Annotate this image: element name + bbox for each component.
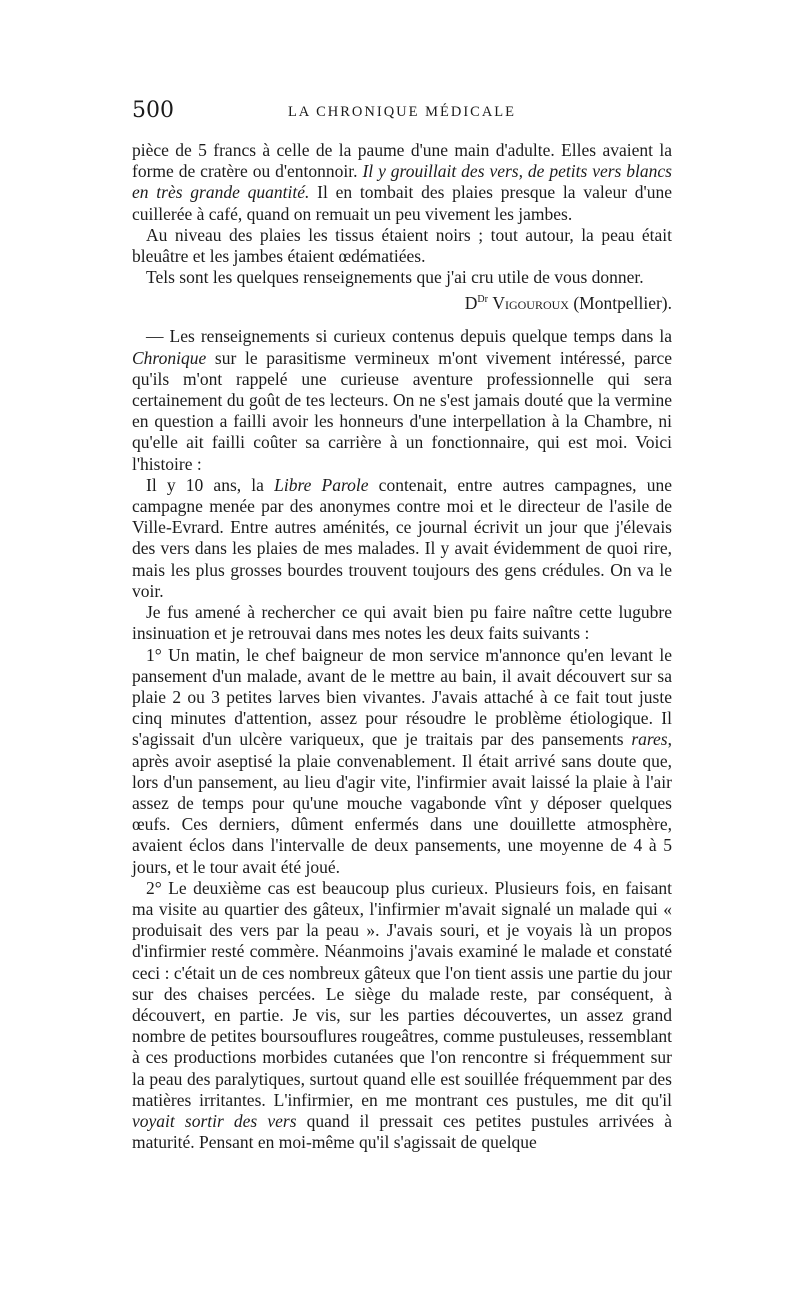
paragraph-8-text-a: 2° Le deuxième cas est beaucoup plus curieux. Plusieurs fois, en faisant ma visite au quartier des gâteux, l'infirmier m'avait signalé un malade qui « produisait des vers par la peau ». J'avais souri, et je voyais là un propos d'infirmier resté commère. Néanmoins j'avais examiné le malade et constaté ceci : c'était un de ces nombreux gâteux que l'on tient assis une partie du jour sur des chaises percées. Le siège du malade reste, par conséquent, à découvert, en partie. Je vis, sur les parties découvertes, un assez grand nombre de petites boursouflures rougeâtres, comme pustuleuses, ressemblant à ces productions morbides cutanées que l'on rencontre si fréquemment sur la peau des paralytiques, surtout quand elle est souillée fréquemment par des matières irritantes. L'infirmier, en me montrant ces pustules, me dit qu'il: [132, 877, 672, 1110]
page-header: [132, 96, 672, 126]
paragraph-1-italic: Il y grouillait des vers, de petits vers blancs en très grande quantité.: [132, 161, 672, 203]
signature-name: Vigouroux: [492, 293, 569, 314]
paragraph-4-text-a: — Les renseignements si curieux contenus depuis quelque temps dans la: [146, 326, 672, 347]
paragraph-4-italic: Chronique: [132, 347, 207, 368]
page-number: 500: [132, 98, 174, 123]
paragraph-8-italic: voyait sortir des vers: [132, 1110, 297, 1131]
signature-title-sup: Dr: [477, 294, 488, 306]
paragraph-4: [132, 326, 672, 474]
paragraph-5: [132, 475, 672, 602]
signature-place: (Montpellier).: [573, 293, 672, 314]
paragraph-5-text-c: contenait, entre autres campagnes, une campagne menée par des anonymes contre moi et le directeur de l'asile de Ville-Evrard. Entre autres aménités, ce journal écrivit un jour que j'élevais des vers dans les plaies de mes malades. Il y avait évidemment de quoi rire, mais les plus grosses bourdes trouvent toujours des gens crédules. On va le voir.: [132, 474, 672, 601]
paragraph-1: [132, 140, 672, 225]
paragraph-8: [132, 878, 672, 1154]
paragraph-2: Au niveau des plaies les tissus étaient noirs ; tout autour, la peau était bleuâtre et les jambes étaient œdématiées.: [132, 224, 672, 267]
paragraph-3: Tels sont les quelques renseignements que j'ai cru utile de vous donner.: [146, 267, 644, 288]
page-body: [132, 140, 672, 1153]
running-head: LA CHRONIQUE MÉDICALE: [287, 104, 517, 120]
paragraph-6: Je fus amené à rechercher ce qui avait bien pu faire naître cette lugubre insinuation et je retrouvai dans mes notes les deux faits suivants :: [132, 602, 672, 644]
signature: [132, 289, 672, 314]
paragraph-7: [132, 645, 672, 878]
paragraph-4-text-c: sur le parasitisme vermineux m'ont vivement intéressé, parce qu'ils m'ont rappelé une curieuse aventure professionnelle qui sera certainement du goût de tes lecteurs. On ne s'est jamais douté que la vermine en question a failli avoir les honneurs d'une interpellation à la Chambre, ni qu'elle ait failli coûter sa carrière à un fonctionnaire, qui est moi. Voici l'histoire :: [132, 347, 672, 474]
paragraph-1-text-c: Il en tombait des plaies presque la valeur d'une cuillerée à café, quand on remuait un peu vivement les jambes.: [132, 182, 672, 224]
signature-title: $D^{Dr}$: [464, 293, 488, 314]
paragraph-7-text-c: , après avoir aseptisé la plaie convenablement. Il était arrivé sans doute que, lors d'un pansement, au lieu d'agir vite, l'infirmier avait laissé la plaie à l'air assez de temps pour qu'une mouche vagabonde vînt y déposer quelques œufs. Ces derniers, dûment enfermés dans une douillette atmosphère, avaient éclos dans l'intervalle de deux pansements, une moyenne de 4 à 5 jours, et le tour avait été joué.: [132, 729, 672, 877]
paragraph-7-italic: rares: [631, 729, 668, 750]
paragraph-8-text-c: quand il pressait ces petites pustules arrivées à maturité. Pensant en moi-même qu'il s'agissait de quelque: [132, 1110, 673, 1153]
paragraph-5-text-a: Il y 10 ans, la: [146, 474, 275, 495]
paragraph-5-italic: Libre Parole: [274, 474, 369, 495]
paragraph-1-text-a: pièce de 5 francs à celle de la paume d'une main d'adulte. Elles avaient la forme de cratère ou d'entonnoir.: [132, 140, 672, 182]
paragraph-7-text-a: 1° Un matin, le chef baigneur de mon service m'annonce qu'en levant le pansement d'un malade, avant de le mettre au bain, il avait découvert sur sa plaie 2 ou 3 petites larves bien vivantes. J'avais attaché à ce fait tout juste cinq minutes d'attention, assez pour résoudre le problème étiologique. Il s'agissait d'un ulcère variqueux, que je traitais par des pansements: [132, 644, 672, 750]
